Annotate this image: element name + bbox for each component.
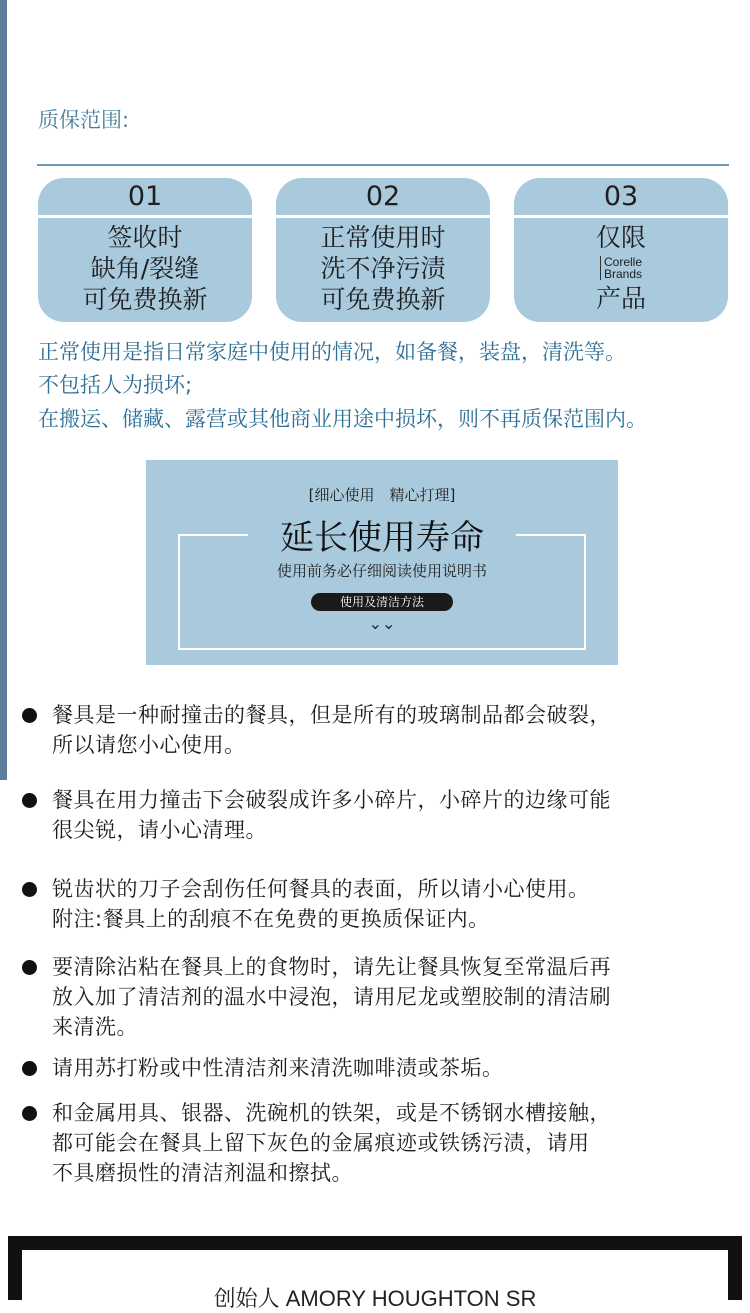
- card-line: 洗不净污渍: [320, 254, 446, 283]
- warranty-title: 质保范围:: [38, 108, 130, 132]
- banner-title: 延长使用寿命: [280, 518, 484, 558]
- card-line: 缺角/裂缝: [90, 254, 200, 283]
- card-number: 03: [603, 181, 639, 212]
- care-bullet: [22, 1053, 746, 1083]
- card-line: 可免费换新: [320, 285, 446, 314]
- card-number: 02: [365, 181, 401, 212]
- bullet-line: 放入加了清洁剂的温水中浸泡，请用尼龙或塑胶制的清洁刷: [52, 985, 611, 1009]
- warranty-note: 不包括人为损坏;: [38, 373, 193, 397]
- warranty-card-1: [38, 178, 252, 322]
- bullet-line: 餐具是一种耐撞击的餐具，但是所有的玻璃制品都会破裂，: [52, 703, 611, 727]
- card-number: 01: [127, 181, 163, 212]
- brand-name-line2: Brands: [603, 267, 643, 281]
- card-line: 仅限: [595, 223, 646, 252]
- bullet-dot-icon: [22, 1106, 37, 1121]
- warranty-card-2: [276, 178, 490, 322]
- care-banner: [146, 460, 618, 665]
- bullet-line: 不具磨损性的清洁剂温和擦拭。: [52, 1161, 353, 1185]
- bullet-line: 所以请您小心使用。: [52, 733, 246, 757]
- bullet-line: 很尖锐，请小心清理。: [52, 818, 267, 842]
- bullet-dot-icon: [22, 793, 37, 808]
- card-line: 签收时: [107, 223, 183, 252]
- card-line: 可免费换新: [82, 285, 208, 314]
- brand-name-line1: Corelle: [603, 255, 642, 269]
- bullet-dot-icon: [22, 1061, 37, 1076]
- card-separator: [514, 215, 728, 218]
- bullet-dot-icon: [22, 708, 37, 723]
- care-bullet: [22, 785, 746, 845]
- bullet-line: 都可能会在餐具上留下灰色的金属痕迹或铁锈污渍，请用: [52, 1131, 590, 1155]
- bullet-line: 餐具在用力撞击下会破裂成许多小碎片，小碎片的边缘可能: [52, 788, 611, 812]
- bullet-line: 要清除沾粘在餐具上的食物时，请先让餐具恢复至常温后再: [52, 955, 611, 979]
- warranty-card-3: [514, 178, 728, 322]
- banner-subtitle: 使用前务必仔细阅读使用说明书: [276, 562, 487, 580]
- warranty-note: 正常使用是指日常家庭中使用的情况，如备餐，装盘，清洗等。: [38, 340, 626, 364]
- bullet-line: 锐齿状的刀子会刮伤任何餐具的表面，所以请小心使用。: [52, 877, 590, 901]
- care-bullet: [22, 952, 746, 1042]
- card-line: 正常使用时: [320, 223, 446, 252]
- footer-panel: [22, 1250, 728, 1311]
- bullet-dot-icon: [22, 882, 37, 897]
- bullet-dot-icon: [22, 960, 37, 975]
- frame-bottom: [178, 648, 586, 650]
- bullet-line: 附注:餐具上的刮痕不在免费的更换质保证内。: [52, 907, 490, 931]
- divider-line: [37, 164, 729, 166]
- care-method-pill: 使用及清洁方法: [311, 593, 453, 611]
- card-line: 产品: [595, 284, 646, 313]
- care-bullet: [22, 700, 746, 760]
- corelle-brands-logo: [514, 253, 728, 283]
- bullet-line: 和金属用具、银器、洗碗机的铁架，或是不锈钢水槽接触，: [52, 1101, 611, 1125]
- card-separator: [276, 215, 490, 218]
- bullet-line: 来清洗。: [52, 1015, 138, 1039]
- left-accent-bar: [0, 0, 7, 780]
- warranty-note: 在搬运、储藏、露营或其他商业用途中损坏，则不再质保范围内。: [38, 407, 647, 431]
- bullet-line: 请用苏打粉或中性清洁剂来清洗咖啡渍或茶垢。: [52, 1056, 504, 1080]
- card-separator: [38, 215, 252, 218]
- banner-tag: [细心使用 精心打理]: [308, 486, 456, 504]
- chevron-down-icon: ⌄⌄: [368, 614, 396, 633]
- care-bullet: [22, 1098, 746, 1188]
- founder-caption: 创始人 AMORY HOUGHTON SR: [213, 1286, 537, 1311]
- care-bullet: [22, 874, 746, 934]
